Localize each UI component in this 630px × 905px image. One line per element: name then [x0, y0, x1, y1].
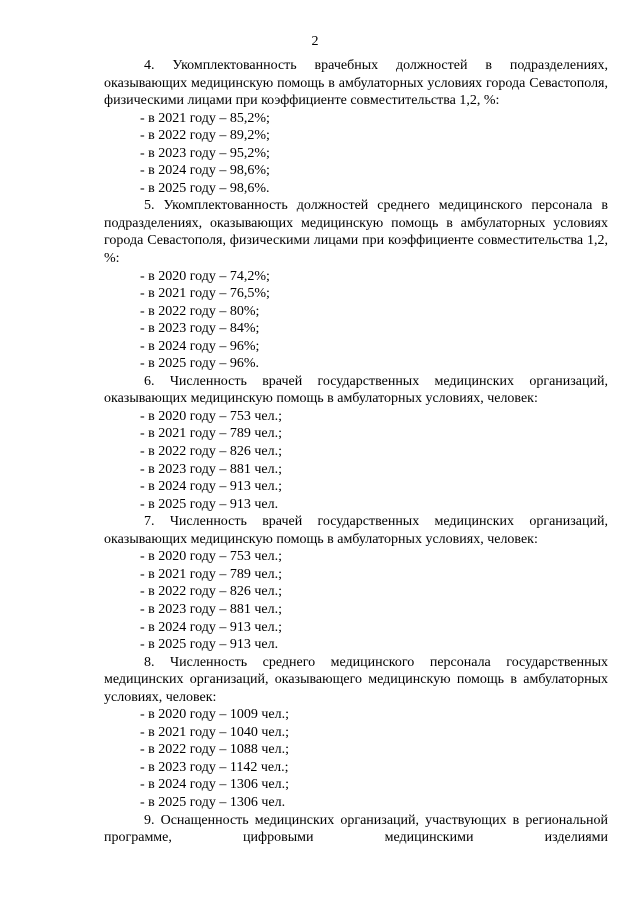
indicator-heading: 9. Оснащенность медицинских организаций, участвующих в региональной программе, цифровыми медицинскими изделиями — [104, 812, 608, 846]
indicator-value: - в 2020 году – 74,2%; — [140, 268, 270, 284]
indicator-values — [104, 268, 608, 373]
indicator-value: - в 2021 году – 1040 чел.; — [140, 724, 290, 740]
indicator-value: - в 2022 году – 826 чел.; — [140, 584, 283, 600]
indicator-value: - в 2024 году – 96%; — [140, 338, 260, 354]
indicator-value: - в 2025 году – 1306 чел. — [140, 794, 286, 810]
indicator-value: - в 2022 году – 1088 чел.; — [140, 742, 290, 758]
indicator-value: - в 2023 году – 95,2%; — [140, 145, 270, 161]
indicator-value: - в 2020 году – 753 чел.; — [140, 549, 283, 565]
indicator-value: - в 2024 году – 98,6%; — [140, 163, 270, 179]
indicator-values — [104, 110, 608, 198]
indicator-item — [104, 373, 608, 513]
indicator-value: - в 2023 году – 881 чел.; — [140, 601, 283, 617]
indicator-item — [104, 513, 608, 653]
indicator-value: - в 2022 году – 826 чел.; — [140, 444, 283, 460]
indicator-value: - в 2022 году – 80%; — [140, 303, 260, 319]
indicator-value: - в 2023 году – 1142 чел.; — [140, 759, 289, 775]
indicator-item — [104, 654, 608, 812]
indicator-value: - в 2021 году – 76,5%; — [140, 286, 270, 302]
indicator-value: - в 2020 году – 753 чел.; — [140, 408, 283, 424]
indicator-value: - в 2023 году – 881 чел.; — [140, 461, 283, 477]
indicator-item — [104, 57, 608, 197]
indicator-value: - в 2020 году – 1009 чел.; — [140, 707, 290, 723]
indicator-heading: 5. Укомплектованность должностей среднего медицинского персонала в подразделениях, оказывающих медицинскую помощь в амбулаторных условиях города Севастополя, физическими лицами при коэффициенте совместительства 1,2, %: — [104, 198, 608, 267]
indicator-heading: 4. Укомплектованность врачебных должностей в подразделениях, оказывающих медицинскую помощь в амбулаторных условиях города Севастополя, физическими лицами при коэффициенте совместительства 1,2, %: — [104, 58, 608, 109]
indicator-heading: 7. Численность врачей государственных медицинских организаций, оказывающих медицинскую помощь в амбулаторных условиях, человек: — [104, 514, 608, 547]
indicator-value: - в 2023 году – 84%; — [140, 321, 260, 337]
indicator-values — [104, 548, 608, 653]
indicator-value: - в 2025 году – 913 чел. — [140, 496, 279, 512]
document-body — [104, 57, 608, 847]
indicator-value: - в 2024 году – 913 чел.; — [140, 619, 283, 635]
indicator-value: - в 2022 году – 89,2%; — [140, 128, 270, 144]
indicator-value: - в 2021 году – 789 чел.; — [140, 426, 283, 442]
indicator-values — [104, 706, 608, 811]
indicator-value: - в 2025 году – 96%. — [140, 356, 260, 372]
indicator-heading: 6. Численность врачей государственных медицинских организаций, оказывающих медицинскую помощь в амбулаторных условиях, человек: — [104, 373, 608, 407]
indicator-item — [104, 812, 608, 847]
indicator-values — [104, 408, 608, 513]
indicator-value: - в 2024 году – 1306 чел.; — [140, 777, 290, 793]
indicator-item — [104, 197, 608, 372]
indicator-heading: 8. Численность среднего медицинского персонала государственных медицинских организаций, оказывающего медицинскую помощь в амбулаторных условиях, человек: — [104, 654, 608, 705]
indicator-value: - в 2021 году – 789 чел.; — [140, 566, 283, 582]
page-number: 2 — [311, 34, 319, 49]
indicator-value: - в 2025 году – 98,6%. — [140, 180, 270, 196]
indicator-value: - в 2025 году – 913 чел. — [140, 637, 279, 653]
indicator-value: - в 2021 году – 85,2%; — [140, 110, 270, 126]
indicator-value: - в 2024 году – 913 чел.; — [140, 479, 283, 495]
